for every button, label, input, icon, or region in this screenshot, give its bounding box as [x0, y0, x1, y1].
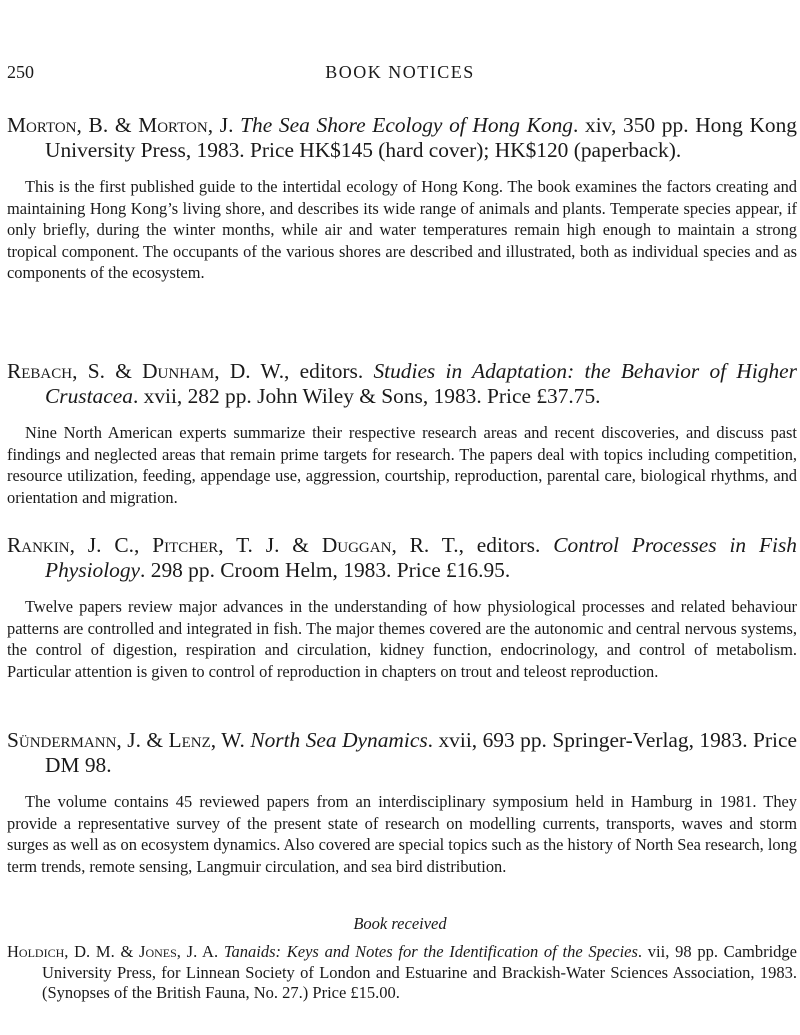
- book-title: Control Processes in Fish Physiology: [45, 533, 798, 582]
- citation: Rankin, J. C., Pitcher, T. J. & Duggan, R. T., editors. Control Processes in Fish Physiology. 298 pp. Croom Helm, 1983. Price £16.95.: [7, 533, 798, 582]
- book-title: North Sea Dynamics: [250, 728, 428, 752]
- book-details: vii, 98 pp. Cambridge University Press, for Linnean Society of London and Estuarine and Brackish-Water Sciences Association, 1983. (Synopses of the British Fauna, No. 27.) Price £15.00.: [42, 942, 797, 1002]
- book-details: xvii, 693 pp. Springer-Verlag, 1983. Price DM 98.: [45, 728, 797, 777]
- author-initials: , J. A.: [176, 942, 219, 961]
- book-details: xiv, 350 pp. Hong Kong University Press, 1983. Price HK$145 (hard cover); HK$120 (paperback).: [45, 113, 797, 162]
- author-initials: , J.: [207, 113, 234, 137]
- book-title: Tanaids: Keys and Notes for the Identification of the Species: [223, 942, 638, 961]
- author-initials: , W.: [210, 728, 245, 752]
- notice-description: Nine North American experts summarize their respective research areas and recent discoveries, and discuss past findings and neglected areas that remain prime targets for research. The papers deal with topics including competition, resource utilization, feeding, appendage use, aggression, courtship, reproduction, parental care, biological rhythms, and orientation and migration.: [7, 423, 797, 507]
- author-surname: Holdich: [7, 942, 65, 961]
- book-notice: [7, 533, 797, 698]
- author-surname: Morton: [138, 113, 208, 137]
- author-initials: , R. T.: [391, 533, 459, 557]
- page-header: [7, 62, 793, 84]
- book-title: Studies in Adaptation: the Behavior of Higher Crustacea: [45, 359, 797, 408]
- editors-note: , editors.: [284, 359, 364, 383]
- author-surname: Sündermann: [7, 728, 117, 752]
- citation: Sündermann, J. & Lenz, W. North Sea Dynamics. xvii, 693 pp. Springer-Verlag, 1983. Price DM 98.: [7, 728, 797, 777]
- author-initials: , T. J.: [218, 533, 280, 557]
- author-surname: Duggan: [321, 533, 392, 557]
- book-details: 298 pp. Croom Helm, 1983. Price £16.95.: [150, 558, 511, 582]
- author-initials: , J. C.,: [69, 533, 140, 557]
- author-surname: Morton: [7, 113, 77, 137]
- book-notice: [7, 728, 797, 893]
- author-surname: Rebach: [7, 359, 73, 383]
- book-notice: [7, 113, 797, 300]
- author-initials: , S.: [72, 359, 105, 383]
- author-initials: , D. M.: [64, 942, 115, 961]
- notice-description: This is the first published guide to the intertidal ecology of Hong Kong. The book examines the factors creating and maintaining Hong Kong’s living shore, and describes its wide range of animals and plants. Temperate species appear, if only briefly, during the winter months, while air and water temperatures remain high enough to maintain a strong tropical component. The occupants of the various shores are described and illustrated, both as individual species and as components of the ecosystem.: [7, 177, 797, 282]
- author-surname: Jones: [139, 942, 177, 961]
- notice-description: Twelve papers review major advances in the understanding of how physiological processes and related behaviour patterns are controlled and integrated in fish. The major themes covered are the autonomic and central nervous systems, the control of digestion, respiration and circulation, kidney function, endocrinology, and control of metabolism. Particular attention is given to control of reproduction in chapters on trout and teleost reproduction.: [7, 597, 797, 681]
- citation: Rebach, S. & Dunham, D. W., editors. Studies in Adaptation: the Behavior of Higher Crustacea. xvii, 282 pp. John Wiley & Sons, 1983. Price £37.75.: [7, 359, 797, 408]
- author-surname: Rankin: [7, 533, 70, 557]
- author-initials: , J.: [116, 728, 141, 752]
- book-details: xvii, 282 pp. John Wiley & Sons, 1983. Price £37.75.: [143, 384, 601, 408]
- author-initials: , B.: [76, 113, 109, 137]
- book-received-heading: Book received: [353, 914, 447, 933]
- author-surname: Lenz: [168, 728, 211, 752]
- running-head: BOOK NOTICES: [325, 62, 475, 82]
- book-received-entry: Holdich, D. M. & Jones, J. A. Tanaids: Keys and Notes for the Identification of the Species. vii, 98 pp. Cambridge University Press, for Linnean Society of London and Estuarine and Brackish-Water Sciences Association, 1983. (Synopses of the British Fauna, No. 27.) Price £15.00.: [7, 942, 797, 1002]
- citation: Morton, B. & Morton, J. The Sea Shore Ecology of Hong Kong. xiv, 350 pp. Hong Kong University Press, 1983. Price HK$145 (hard cover); HK$120 (paperback).: [7, 113, 797, 162]
- page-number: 250: [7, 62, 34, 82]
- notice-description: The volume contains 45 reviewed papers from an interdisciplinary symposium held in Hamburg in 1981. They provide a representative survey of the present state of research on modelling currents, transports, waves and storm surges as well as on ecosystem dynamics. Also covered are special topics such as the history of North Sea research, long term trends, remote sensing, Langmuir circulation, and sea bird distribution.: [7, 792, 797, 876]
- editors-note: , editors.: [458, 533, 541, 557]
- author-initials: , D. W.: [214, 359, 285, 383]
- author-surname: Pitcher: [152, 533, 219, 557]
- book-title: The Sea Shore Ecology of Hong Kong: [240, 113, 573, 137]
- book-notice: [7, 359, 797, 524]
- author-surname: Dunham: [142, 359, 215, 383]
